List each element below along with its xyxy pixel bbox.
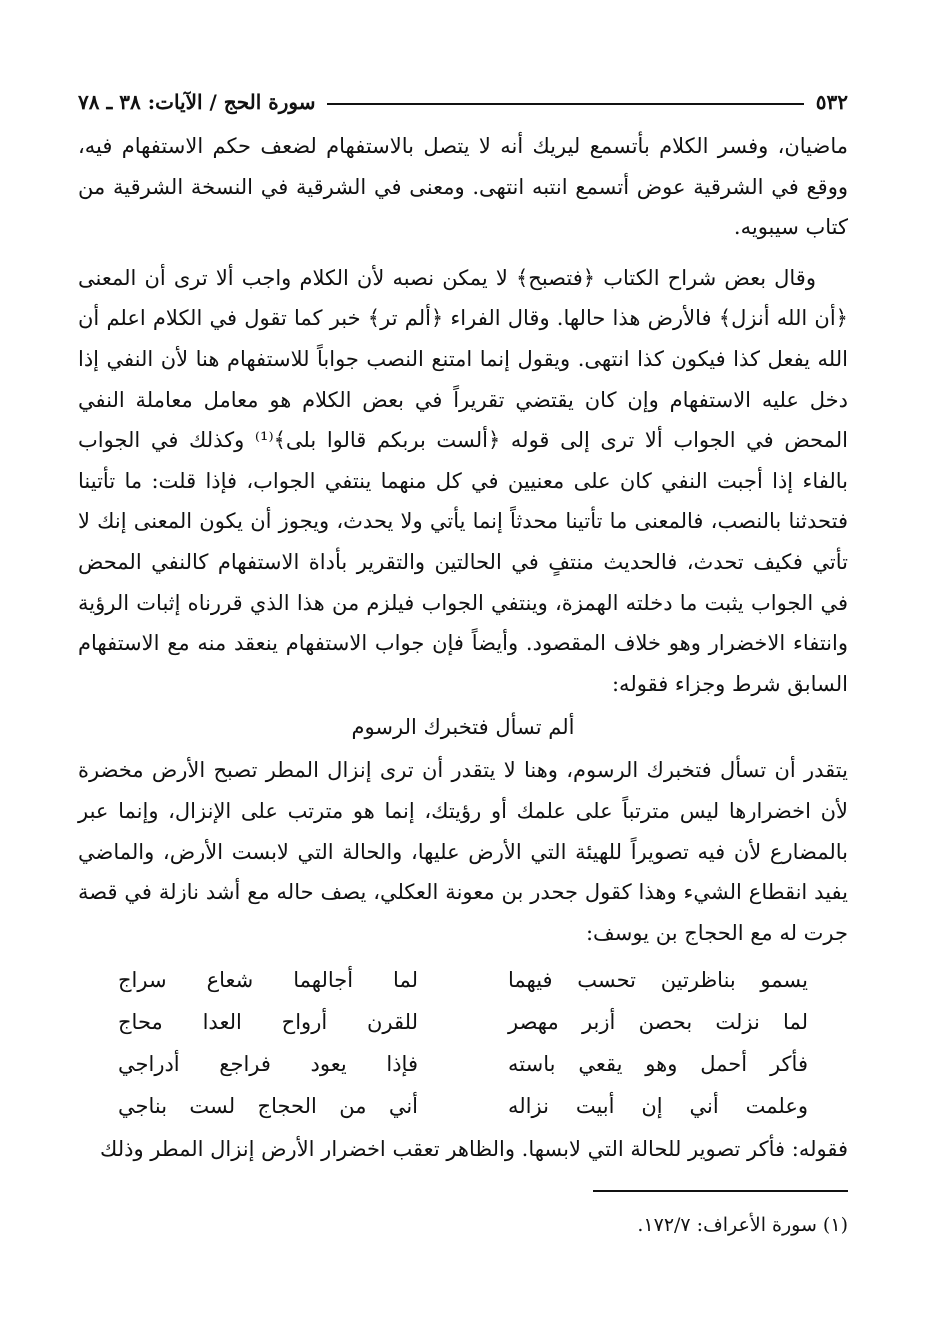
footnote-rule: [593, 1190, 848, 1192]
poem-hemistich-second: لما أجالهما شعاع سراج: [118, 968, 418, 993]
poem-line: [118, 959, 808, 1001]
poem-hemistich-first: وعلمت أني إن أبيت نزاله: [508, 1094, 808, 1119]
poem: [78, 959, 848, 1127]
footnote: (١) سورة الأعراف: ١٧٢/٧.: [637, 1213, 848, 1236]
header-rule: [327, 103, 803, 105]
paragraph-2: وقال بعض شراح الكتاب ﴿فتصبح﴾ لا يمكن نصبه لأن الكلام واجب ألا ترى أن المعنى ﴿أن الله أنزل﴾ فالأرض هذا حالها. وقال الفراء ﴿ألم تر﴾ خبر كما تقول في الكلام اعلم أن الله يفعل كذا فيكون كذا انتهى. ويقول إنما امتنع النصب جواباً للاستفهام هنا لأن النفي إذا دخل عليه الاستفهام وإن كان يقتضي تقريراً في بعض الكلام هو معامل معاملة النفي المحض في الجواب ألا ترى إلى قوله ﴿ألست بربكم قالوا بلى﴾⁽¹⁾ وكذلك في الجواب بالفاء إذا أجبت النفي كان على معنيين في كل منهما ينتفي الجواب، فإذا قلت: ما تأتينا فتحدثنا بالنصب، فالمعنى ما تأتينا محدثاً إنما يأتي ولا يحدث، ويجوز أن يكون المعنى إنك لا تأتي فكيف تحدث، فالحديث منتفٍ في الحالتين والتقرير بأداة الاستفهام كالنفي المحض في الجواب يثبت ما دخلته الهمزة، وينتفي الجواب فيلزم من هذا الذي قررناه إثبات الرؤية وانتفاء الاخضرار وهو خلاف المقصود. وأيضاً فإن جواب الاستفهام ينعقد منه مع الاستفهام السابق شرط وجزاء فقوله:: [78, 265, 848, 696]
quoted-verse: ألم تسأل فتخبرك الرسوم: [351, 715, 575, 740]
paragraph-4: فقوله: فأكر تصوير للحالة التي لابسها. والظاهر تعقب اخضرار الأرض إنزال المطر وذلك: [100, 1137, 848, 1162]
paragraph-1: ماضيان، وفسر الكلام بأتسمع ليريك أنه لا يتصل بالاستفهام لضعف حكم الاستفهام فيه، ووقع في الشرقية عوض أتسمع انتبه انتهى. ومعنى في الشرقية في النسخة الشرقية من كتاب سيبويه.: [78, 134, 848, 240]
poem-line: [118, 1001, 808, 1043]
poem-line: [118, 1085, 808, 1127]
poem-hemistich-second: للقرن أرواح العدا محاج: [118, 1010, 418, 1035]
running-title: سورة الحج / الآيات: ٣٨ ـ ٧٨: [78, 90, 316, 114]
poem-hemistich-second: فإذا يعود فراجع أدراجي: [118, 1052, 418, 1077]
poem-hemistich-first: يسمو بناظرتين تحسب فيهما: [508, 968, 808, 993]
paragraph-3: يتقدر أن تسأل فتخبرك الرسوم، وهنا لا يتقدر أن ترى إنزال المطر تصبح الأرض مخضرة لأن اخضرارها ليس مترتباً على علمك أو رؤيتك، إنما هو مترتب على الإنزال، وإنما عبر بالمضارع لأن فيه تصويراً للهيئة التي الأرض عليها، والحالة التي لابست الأرض، والماضي يفيد انقطاع الشيء وهذا كقول جحدر بن معونة العكلي، يصف حاله مع أشد نازلة في قصة جرت له مع الحجاج بن يوسف:: [78, 758, 848, 945]
book-page: [78, 82, 848, 1242]
poem-hemistich-first: لما نزلت بحصن أزبر مهصر: [508, 1010, 808, 1035]
page-header: [78, 82, 848, 122]
page-number: ٥٣٢: [815, 90, 848, 114]
poem-line: [118, 1043, 808, 1085]
poem-hemistich-second: أني من الحجاج لست بناجي: [118, 1094, 418, 1119]
poem-hemistich-first: فأكر أحمل وهو يقعي باسته: [508, 1052, 808, 1077]
